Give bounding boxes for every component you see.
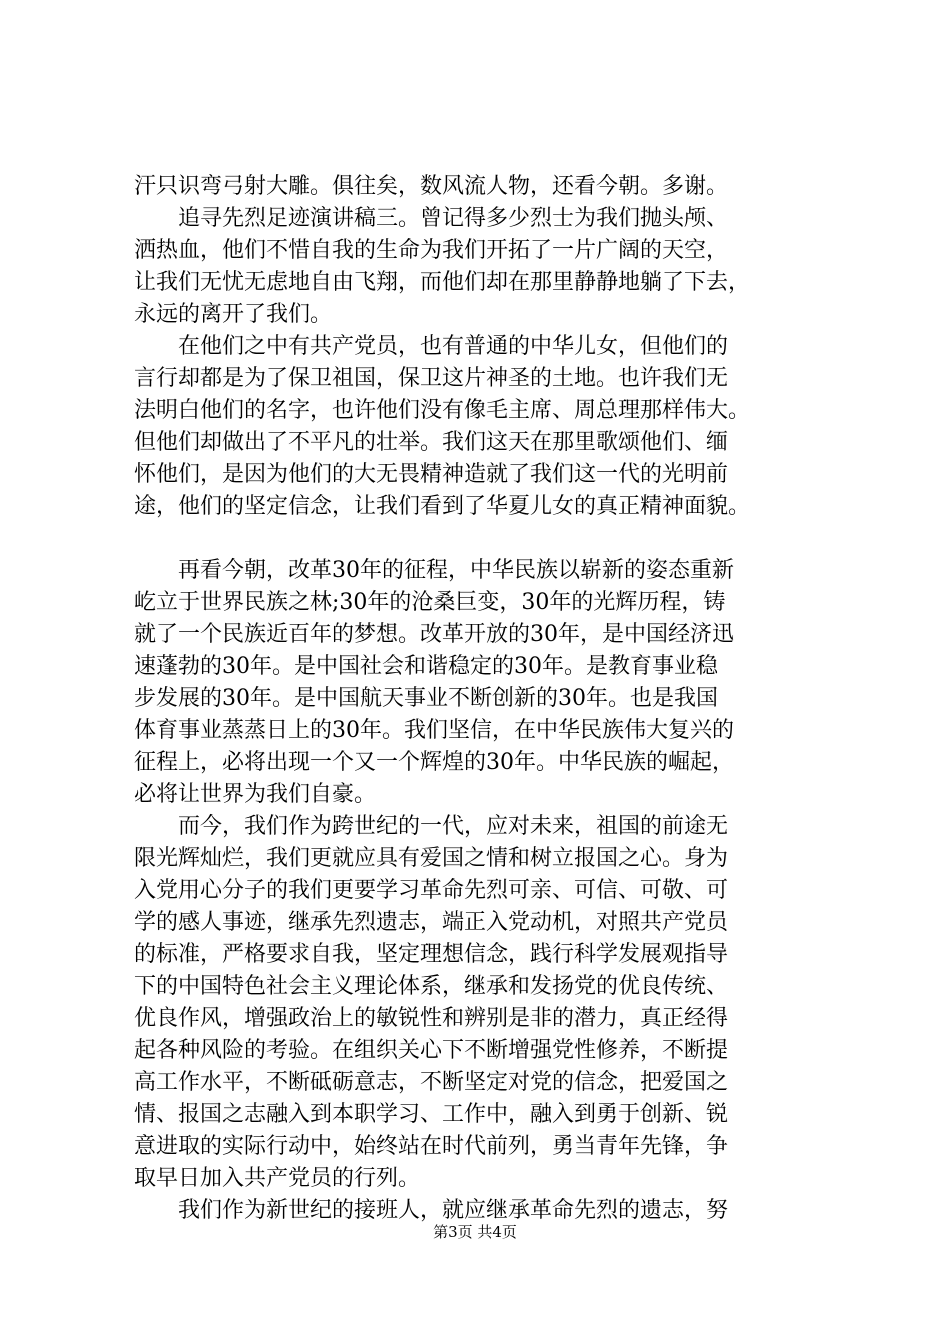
text-line: 限光辉灿烂，我们更就应具有爱国之情和树立报国之心。身为: [134, 846, 729, 871]
text-line: 必将让世界为我们自豪。: [134, 782, 377, 807]
text-line: 情、报国之志融入到本职学习、工作中，融入到勇于创新、锐: [134, 1102, 729, 1127]
text-line: 就了一个民族近百年的梦想。改革开放的30年，是中国经济迅: [134, 622, 734, 647]
text-line: 征程上，必将出现一个又一个辉煌的30年。中华民族的崛起，: [134, 750, 734, 775]
text-line: 高工作水平，不断砥砺意志，不断坚定对党的信念，把爱国之: [134, 1070, 729, 1095]
text-line: 的标准，严格要求自我，坚定理想信念，践行科学发展观指导: [134, 942, 729, 967]
text-line: 但他们却做出了不平凡的壮举。我们这天在那里歌颂他们、缅: [134, 430, 729, 455]
text-line: 入党用心分子的我们更要学习革命先烈可亲、可信、可敬、可: [134, 878, 729, 903]
text-line: 体育事业蒸蒸日上的30年。我们坚信，在中华民族伟大复兴的: [134, 718, 734, 743]
text-line: 追寻先烈足迹演讲稿三。曾记得多少烈士为我们抛头颅、: [134, 206, 729, 231]
text-line: 途，他们的坚定信念，让我们看到了华夏儿女的真正精神面貌。: [134, 494, 751, 519]
text-line: 下的中国特色社会主义理论体系，继承和发扬党的优良传统、: [134, 974, 729, 999]
text-line: 取早日加入共产党员的行列。: [134, 1166, 421, 1191]
text-line: 速蓬勃的30年。是中国社会和谐稳定的30年。是教育事业稳: [134, 654, 718, 679]
text-line: 再看今朝，改革30年的征程，中华民族以崭新的姿态重新: [134, 558, 734, 583]
text-line: 怀他们，是因为他们的大无畏精神造就了我们这一代的光明前: [134, 462, 729, 487]
text-line: 让我们无忧无虑地自由飞翔，而他们却在那里静静地躺了下去，: [134, 270, 751, 295]
text-line: 起各种风险的考验。在组织关心下不断增强党性修养，不断提: [134, 1038, 729, 1063]
text-line: 屹立于世界民族之林;30年的沧桑巨变，30年的光辉历程，铸: [134, 590, 726, 615]
text-line: 而今，我们作为跨世纪的一代，应对未来，祖国的前途无: [134, 814, 729, 839]
text-line: 永远的离开了我们。: [134, 302, 333, 327]
text-line: 法明白他们的名字，也许他们没有像毛主席、周总理那样伟大。: [134, 398, 751, 423]
text-line: 学的感人事迹，继承先烈遗志，端正入党动机，对照共产党员: [134, 910, 729, 935]
text-line: 在他们之中有共产党员，也有普通的中华儿女，但他们的: [134, 334, 729, 359]
page-footer: 第3页 共4页: [433, 1223, 517, 1241]
text-line: 步发展的30年。是中国航天事业不断创新的30年。也是我国: [134, 686, 718, 711]
text-line: 言行却都是为了保卫祖国，保卫这片神圣的土地。也许我们无: [134, 366, 729, 391]
text-line: 意进取的实际行动中，始终站在时代前列，勇当青年先锋，争: [134, 1134, 729, 1159]
text-line: 汗只识弯弓射大雕。俱往矣，数风流人物，还看今朝。多谢。: [134, 174, 729, 199]
text-line: 优良作风，增强政治上的敏锐性和辨别是非的潜力，真正经得: [134, 1006, 729, 1031]
paragraph-gap: [134, 523, 836, 555]
body-text: [134, 171, 836, 1227]
text-line: 我们作为新世纪的接班人，就应继承革命先烈的遗志，努: [134, 1198, 729, 1223]
text-line: 洒热血，他们不惜自我的生命为我们开拓了一片广阔的天空，: [134, 238, 729, 263]
